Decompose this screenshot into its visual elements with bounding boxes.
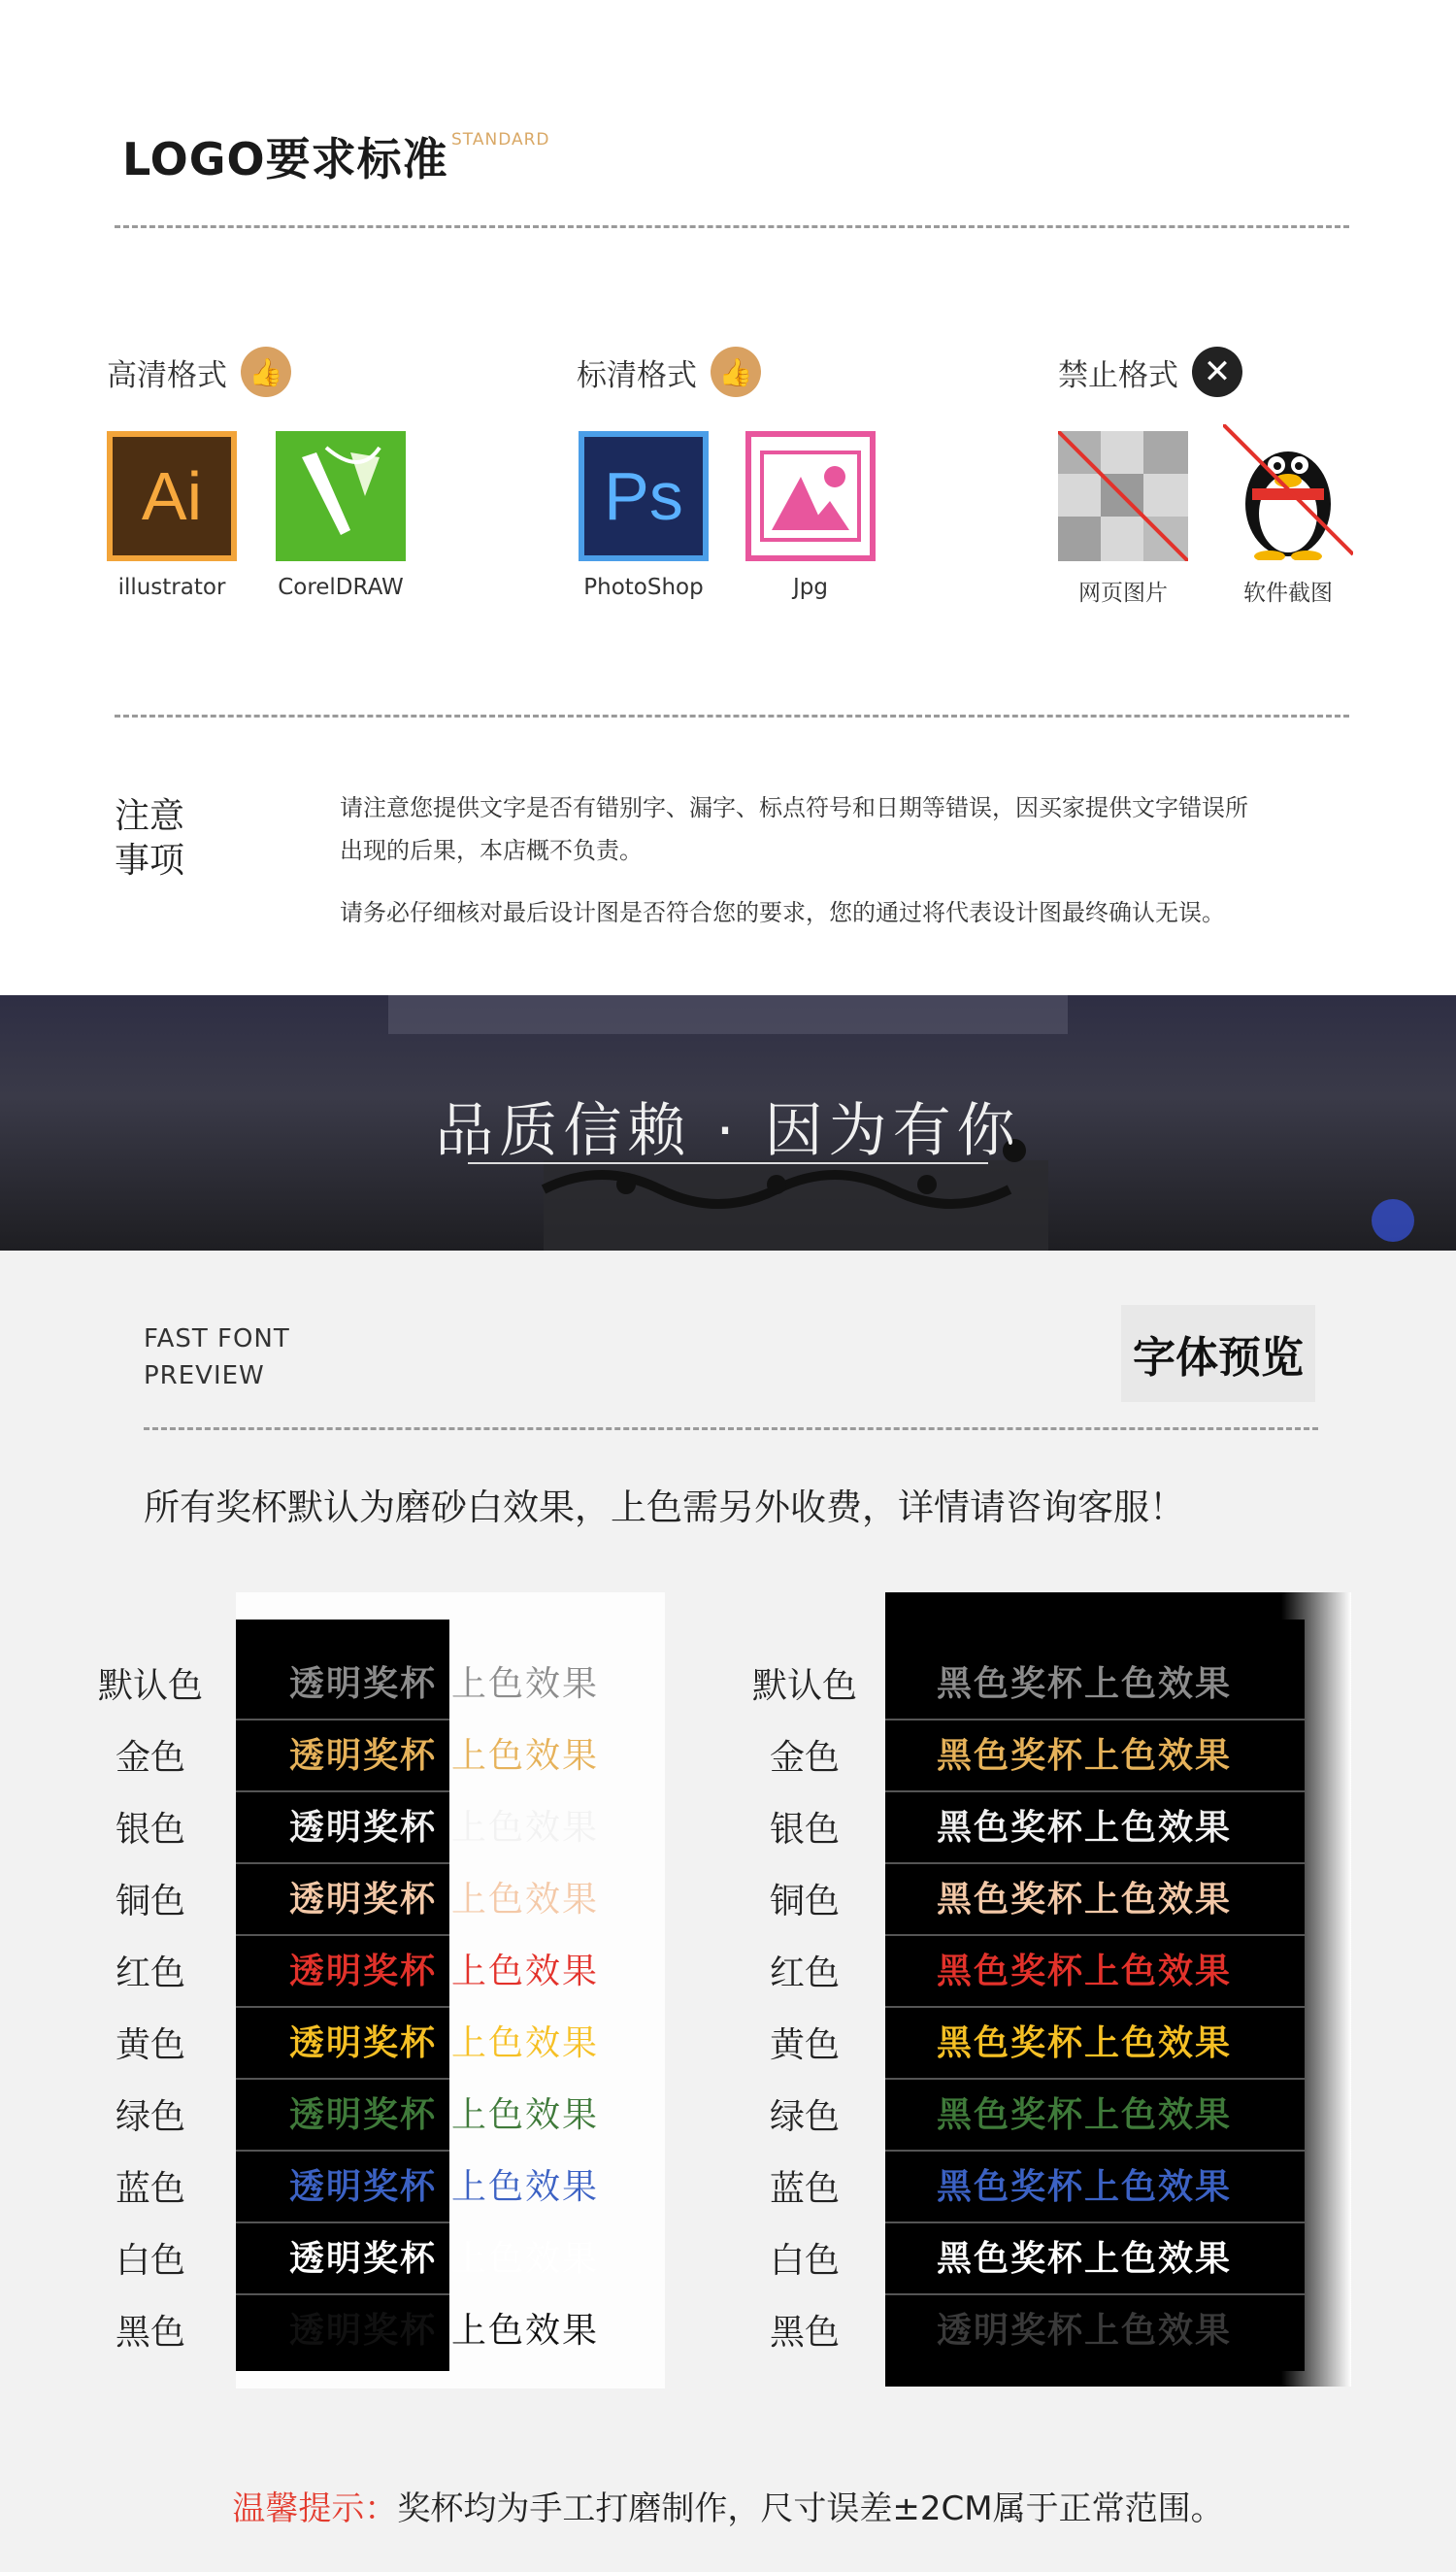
tip-text: 奖杯均为手工打磨制作，尺寸误差±2CM属于正常范围。 [397, 2489, 1224, 2528]
photoshop-label: PhotoShop [583, 575, 704, 600]
color-label-right: 铜色 [769, 1882, 840, 1921]
clear-trophy-effect-text: 上色效果 [451, 1664, 600, 1704]
tip-line [0, 2482, 1456, 2529]
color-label-right: 白色 [769, 2241, 840, 2281]
clear-trophy-text: 透明奖杯 [289, 1808, 438, 1848]
row-separator [236, 1719, 449, 1720]
illustrator-label: illustrator [117, 575, 226, 600]
page-subtitle: STANDARD [451, 130, 550, 150]
row-separator [236, 2293, 449, 2295]
sd-format-heading [577, 347, 761, 397]
thumbs-up-icon: 👍 [241, 347, 291, 397]
row-separator [236, 2221, 449, 2223]
notes-line3: 请务必仔细核对最后设计图是否符合您的要求，您的通过将代表设计图最终确认无误。 [340, 899, 1225, 926]
clear-trophy-text: 透明奖杯 [289, 2167, 438, 2207]
row-separator [236, 2006, 449, 2008]
forbidden-format-heading [1058, 347, 1242, 397]
color-label-right: 银色 [769, 1810, 840, 1850]
clear-trophy-text: 透明奖杯 [289, 2239, 438, 2279]
clear-trophy-effect-text: 上色效果 [451, 1952, 600, 1991]
fast-font-line2: PREVIEW [144, 1361, 265, 1390]
color-label-left: 黑色 [115, 2313, 185, 2353]
black-trophy-text: 黑色奖杯上色效果 [937, 2239, 1233, 2279]
clear-trophy-text: 透明奖杯 [289, 2095, 438, 2135]
notes-title [115, 794, 184, 884]
row-separator [236, 2150, 449, 2152]
clear-trophy-effect-text: 上色效果 [451, 1736, 600, 1776]
row-separator [236, 2078, 449, 2080]
color-label-left: 白色 [115, 2241, 185, 2281]
coreldraw-label: CorelDRAW [278, 575, 404, 600]
color-label-right: 黑色 [769, 2313, 840, 2353]
hd-format-heading [107, 347, 291, 397]
clear-trophy-text: 透明奖杯 [289, 1736, 438, 1776]
clear-trophy-effect-text: 上色效果 [451, 2311, 600, 2351]
black-trophy-text: 透明奖杯上色效果 [937, 2311, 1233, 2351]
color-label-left: 默认色 [97, 1666, 203, 1706]
coloring-notice: 所有奖杯默认为磨砂白效果，上色需另外收费，详情请咨询客服！ [144, 1486, 1185, 1528]
row-separator [885, 1862, 1305, 1864]
clear-trophy-effect-text: 上色效果 [451, 1880, 600, 1920]
photoshop-icon [579, 431, 709, 561]
black-trophy-text: 黑色奖杯上色效果 [937, 1664, 1233, 1704]
row-separator [236, 1790, 449, 1792]
penguin-graphic [1223, 424, 1353, 560]
banner [0, 995, 1456, 1251]
close-icon: ✕ [1192, 347, 1242, 397]
black-trophy-text: 黑色奖杯上色效果 [937, 2167, 1233, 2207]
black-trophy-text: 黑色奖杯上色效果 [937, 2023, 1233, 2063]
fast-font-label [144, 1320, 290, 1394]
row-separator [885, 2150, 1305, 2152]
row-separator [885, 1934, 1305, 1936]
row-separator [236, 1934, 449, 1936]
thumbs-up-icon: 👍 [711, 347, 761, 397]
row-separator [885, 1790, 1305, 1792]
color-label-left: 金色 [115, 1738, 185, 1778]
sd-format-title: 标清格式 [577, 357, 697, 393]
color-label-left: 银色 [115, 1810, 185, 1850]
image-icon [745, 431, 876, 561]
page-title: LOGO要求标准 [122, 133, 448, 185]
clear-trophy-effect-text: 上色效果 [451, 2095, 600, 2135]
illustrator-icon [107, 431, 237, 561]
coreldraw-icon [276, 431, 406, 561]
color-label-right: 绿色 [769, 2097, 840, 2137]
clear-trophy-text: 透明奖杯 [289, 2023, 438, 2063]
notes-title-line2: 事项 [115, 841, 185, 881]
notes-line1: 请注意您提供文字是否有错别字、漏字、标点符号和日期等错误，因买家提供文字错误所 [340, 794, 1248, 821]
color-label-right: 金色 [769, 1738, 840, 1778]
black-trophy-text: 黑色奖杯上色效果 [937, 1880, 1233, 1920]
web-image-icon [1058, 431, 1188, 561]
image-graphic [757, 448, 864, 545]
banner-underline [468, 1162, 988, 1164]
row-separator [885, 2293, 1305, 2295]
color-label-left: 绿色 [115, 2097, 185, 2137]
clear-trophy-effect-text: 上色效果 [451, 1808, 600, 1848]
photoshop-glyph: Ps [604, 458, 683, 534]
illustrator-glyph: Ai [141, 458, 203, 534]
black-trophy-text: 黑色奖杯上色效果 [937, 1808, 1233, 1848]
divider [115, 225, 1349, 228]
qq-penguin-icon [1223, 427, 1353, 557]
clear-trophy-text: 透明奖杯 [289, 1664, 438, 1704]
banner-slogan: 品质信赖 · 因为有你 [435, 1097, 1021, 1165]
row-separator [885, 2221, 1305, 2223]
forbidden-format-title: 禁止格式 [1058, 357, 1178, 393]
clear-trophy-effect-text: 上色效果 [451, 2239, 600, 2279]
hd-format-title: 高清格式 [107, 357, 227, 393]
color-label-right: 黄色 [769, 2025, 840, 2065]
color-label-right: 蓝色 [769, 2169, 840, 2209]
black-trophy-text: 黑色奖杯上色效果 [937, 1736, 1233, 1776]
notes-title-line1: 注意 [115, 796, 185, 836]
color-label-left: 黄色 [115, 2025, 185, 2065]
jpg-label: Jpg [793, 575, 828, 600]
row-separator [236, 1862, 449, 1864]
tip-prefix: 温馨提示： [232, 2489, 398, 2528]
clear-trophy-text: 透明奖杯 [289, 1952, 438, 1991]
color-label-left: 红色 [115, 1954, 185, 1993]
fast-font-line1: FAST FONT [144, 1324, 290, 1353]
color-label-right: 默认色 [751, 1666, 857, 1706]
clear-trophy-text: 透明奖杯 [289, 1880, 438, 1920]
screenshot-label: 软件截图 [1243, 581, 1333, 606]
coreldraw-graphic [282, 438, 399, 554]
web-image-label: 网页图片 [1078, 581, 1168, 606]
row-separator [885, 2006, 1305, 2008]
divider [115, 715, 1349, 718]
notes-line2: 出现的后果，本店概不负责。 [340, 837, 643, 864]
row-separator [885, 2078, 1305, 2080]
color-label-left: 蓝色 [115, 2169, 185, 2209]
black-trophy-text: 黑色奖杯上色效果 [937, 2095, 1233, 2135]
row-separator [885, 1719, 1305, 1720]
clear-trophy-effect-text: 上色效果 [451, 2167, 600, 2207]
clear-trophy-effect-text: 上色效果 [451, 2023, 600, 2063]
font-preview-title: 字体预览 [1121, 1305, 1315, 1402]
color-label-left: 铜色 [115, 1882, 185, 1921]
color-label-right: 红色 [769, 1954, 840, 1993]
black-trophy-text: 黑色奖杯上色效果 [937, 1952, 1233, 1991]
checker-graphic [1058, 431, 1188, 561]
divider [144, 1427, 1318, 1430]
clear-trophy-text: 透明奖杯 [289, 2311, 438, 2351]
